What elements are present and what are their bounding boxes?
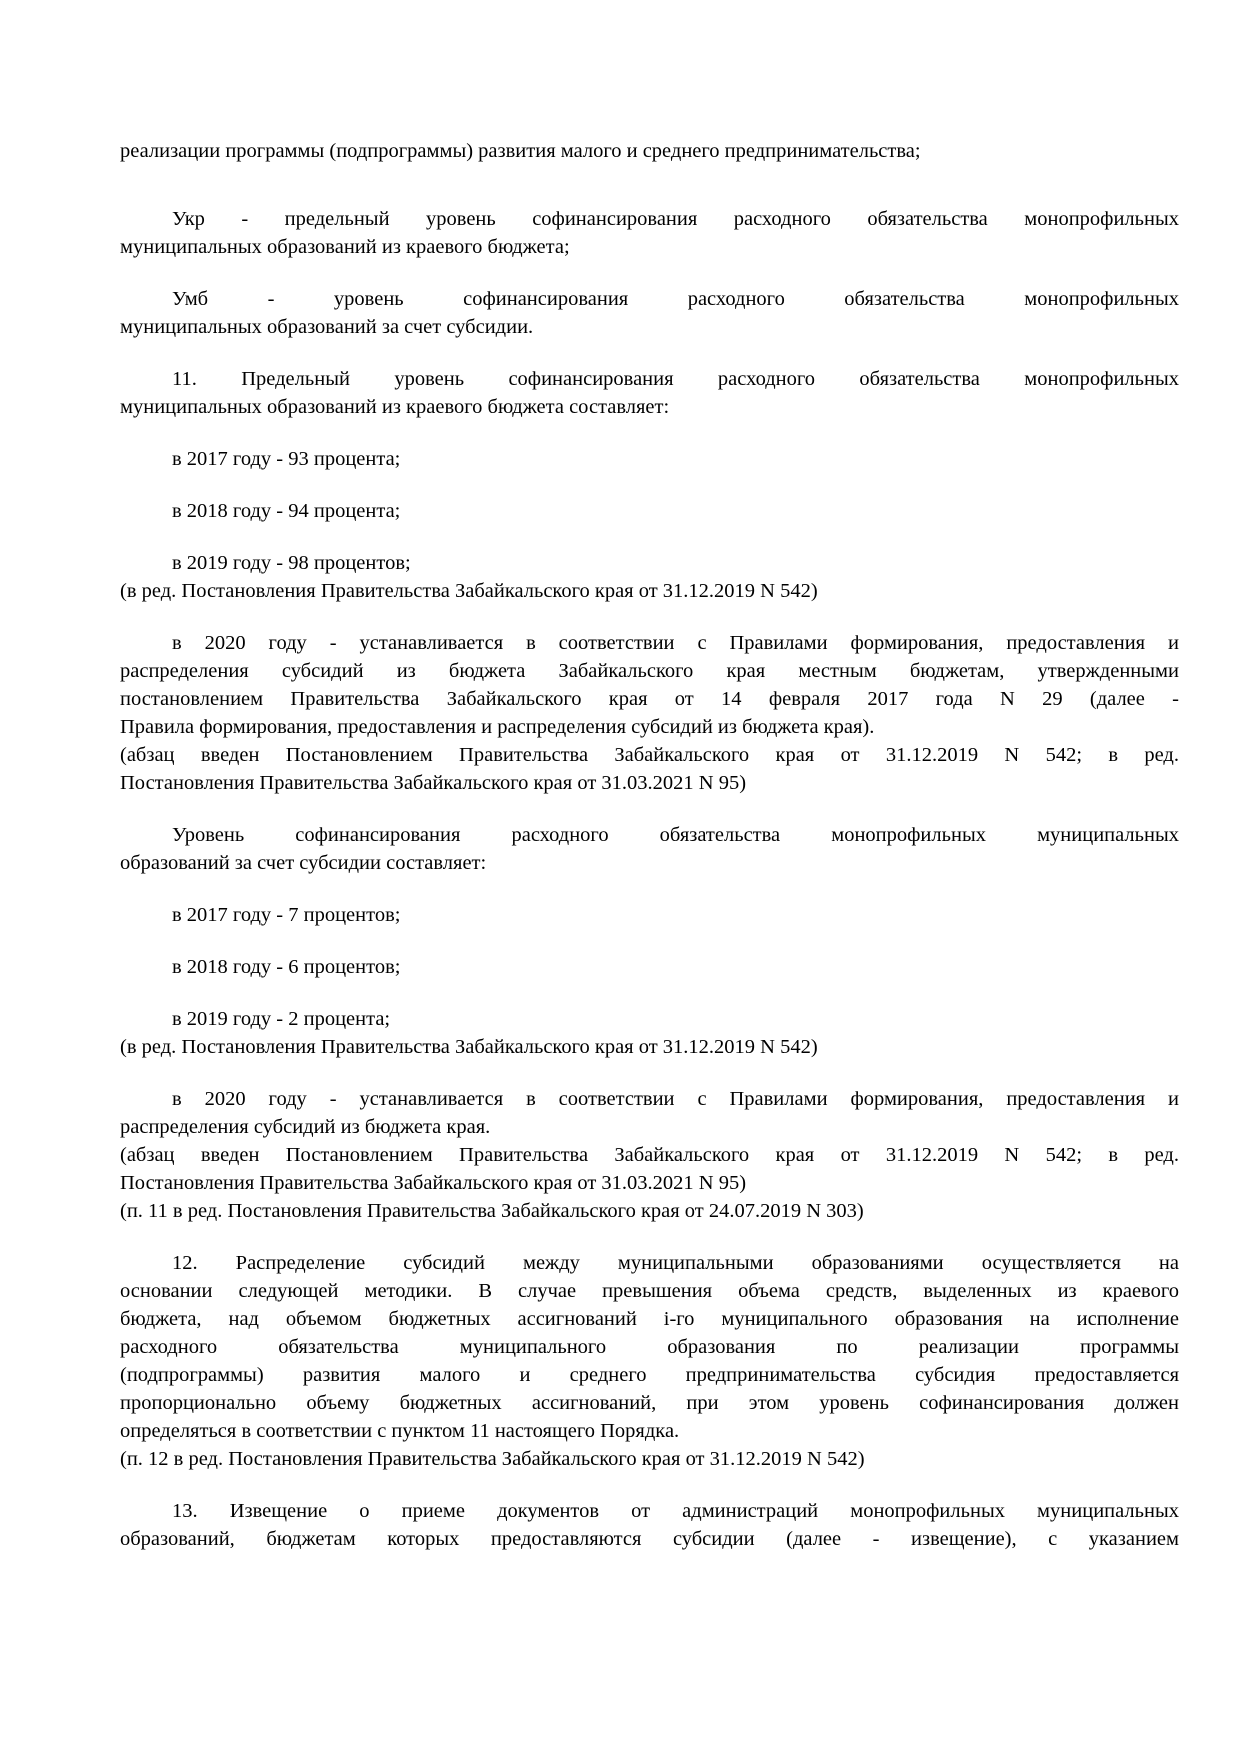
text-line: расходного обязательства муниципального образования по реализации программы (120, 1336, 1179, 1358)
text-line: образований, бюджетам которых предоставляются субсидии (далее - извещение), с указанием (120, 1528, 1179, 1550)
text-line: в 2017 году - 93 процента; (172, 448, 401, 470)
text-line: бюджета, над объемом бюджетных ассигнований i-го муниципального образования на исполнение (120, 1308, 1179, 1330)
text-line: образований за счет субсидии составляет: (120, 852, 487, 874)
paragraph (120, 821, 1179, 877)
text-line: распределения субсидий из бюджета края. (120, 1116, 491, 1138)
text-line: основании следующей методики. В случае превышения объема средств, выделенных из краевого (120, 1280, 1179, 1302)
paragraph (120, 901, 1179, 929)
text-line: в 2019 году - 98 процентов; (172, 552, 411, 574)
text-line: в 2017 году - 7 процентов; (172, 904, 401, 926)
text-line: в 2020 году - устанавливается в соответствии с Правилами формирования, предоставления и (172, 632, 1179, 654)
text-line: 12. Распределение субсидий между муниципальными образованиями осуществляется на (172, 1252, 1179, 1274)
text-line: (абзац введен Постановлением Правительства Забайкальского края от 31.12.2019 N 542; в ред. (120, 744, 1179, 766)
text-line: муниципальных образований из краевого бюджета; (120, 236, 570, 258)
text-line: реализации программы (подпрограммы) развития малого и среднего предпринимательства; (120, 140, 921, 162)
paragraph (120, 137, 1179, 165)
text-line: Умб - уровень софинансирования расходного обязательства монопрофильных (172, 288, 1179, 310)
text-line: (п. 12 в ред. Постановления Правительства Забайкальского края от 31.12.2019 N 542) (120, 1448, 865, 1470)
text-line: Укр - предельный уровень софинансирования расходного обязательства монопрофильных (172, 208, 1179, 230)
text-line: (подпрограммы) развития малого и среднего предпринимательства субсидия предоставляется (120, 1364, 1179, 1386)
text-line: Постановления Правительства Забайкальского края от 31.03.2021 N 95) (120, 1172, 747, 1194)
text-line: в 2020 году - устанавливается в соответствии с Правилами формирования, предоставления и (172, 1088, 1179, 1110)
paragraph (120, 1497, 1179, 1553)
paragraph (120, 1085, 1179, 1225)
paragraph (120, 445, 1179, 473)
text-line: постановлением Правительства Забайкальского края от 14 февраля 2017 года N 29 (далее - (120, 688, 1179, 710)
text-line: муниципальных образований из краевого бюджета составляет: (120, 396, 670, 418)
text-line: в 2018 году - 94 процента; (172, 500, 401, 522)
paragraph (120, 285, 1179, 341)
text-line: 11. Предельный уровень софинансирования расходного обязательства монопрофильных (172, 368, 1179, 390)
text-line: пропорционально объему бюджетных ассигнований, при этом уровень софинансирования должен (120, 1392, 1179, 1414)
text-line: (абзац введен Постановлением Правительства Забайкальского края от 31.12.2019 N 542; в ред. (120, 1144, 1179, 1166)
text-line: распределения субсидий из бюджета Забайкальского края местным бюджетам, утвержденными (120, 660, 1179, 682)
document-page (120, 137, 1179, 1553)
text-line: Правила формирования, предоставления и распределения субсидий из бюджета края). (120, 716, 875, 738)
text-line: (в ред. Постановления Правительства Забайкальского края от 31.12.2019 N 542) (120, 580, 818, 602)
paragraph (120, 205, 1179, 261)
paragraph (120, 1005, 1179, 1061)
paragraph (120, 365, 1179, 421)
text-line: определяться в соответствии с пунктом 11 настоящего Порядка. (120, 1420, 680, 1442)
paragraph (120, 953, 1179, 981)
text-line: в 2019 году - 2 процента; (172, 1008, 391, 1030)
text-line: (в ред. Постановления Правительства Забайкальского края от 31.12.2019 N 542) (120, 1036, 818, 1058)
text-line: в 2018 году - 6 процентов; (172, 956, 401, 978)
text-line: муниципальных образований за счет субсидии. (120, 316, 534, 338)
paragraph (120, 549, 1179, 605)
text-line: 13. Извещение о приеме документов от администраций монопрофильных муниципальных (172, 1500, 1179, 1522)
paragraph (120, 497, 1179, 525)
text-line: (п. 11 в ред. Постановления Правительства Забайкальского края от 24.07.2019 N 303) (120, 1200, 864, 1222)
text-line: Уровень софинансирования расходного обязательства монопрофильных муниципальных (172, 824, 1179, 846)
paragraph (120, 629, 1179, 797)
text-line: Постановления Правительства Забайкальского края от 31.03.2021 N 95) (120, 772, 747, 794)
paragraph (120, 1249, 1179, 1473)
